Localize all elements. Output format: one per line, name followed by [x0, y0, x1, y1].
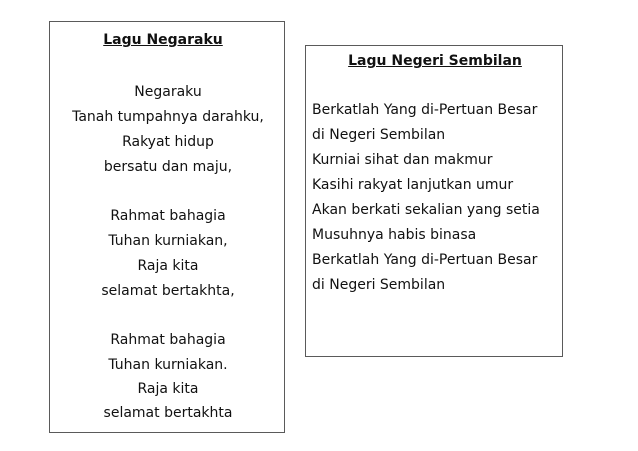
- negaraku-title: Lagu Negaraku: [103, 32, 223, 48]
- negaraku-line: selamat bertakhta,: [101, 283, 235, 299]
- negaraku-line: Negaraku: [134, 84, 202, 100]
- negeri-sembilan-line: Berkatlah Yang di-Pertuan Besar: [312, 102, 538, 118]
- anthem-box-negaraku: [49, 21, 285, 433]
- negaraku-line: bersatu dan maju,: [103, 159, 233, 175]
- negaraku-line: Rakyat hidup: [122, 134, 214, 150]
- negeri-sembilan-line: di Negeri Sembilan: [312, 277, 446, 293]
- negaraku-line: Tuhan kurniakan,: [108, 233, 228, 249]
- negeri-sembilan-title: Lagu Negeri Sembilan: [348, 53, 522, 69]
- negaraku-line: selamat bertakhta: [103, 405, 233, 421]
- negaraku-line: Rahmat bahagia: [110, 332, 226, 348]
- negeri-sembilan-line: Kurniai sihat dan makmur: [312, 152, 493, 168]
- negeri-sembilan-line: Akan berkati sekalian yang setia: [312, 202, 540, 218]
- negeri-sembilan-line: Kasihi rakyat lanjutkan umur: [312, 177, 514, 193]
- negeri-sembilan-line: Musuhnya habis binasa: [312, 227, 477, 243]
- negeri-sembilan-line: Berkatlah Yang di-Pertuan Besar: [312, 252, 538, 268]
- negaraku-line: Rahmat bahagia: [110, 208, 226, 224]
- negaraku-line: Raja kita: [137, 258, 199, 274]
- negaraku-line: Raja kita: [137, 381, 199, 397]
- negaraku-line: Tanah tumpahnya darahku,: [72, 109, 264, 125]
- negaraku-line: Tuhan kurniakan.: [108, 357, 228, 373]
- anthem-box-negeri-sembilan: [305, 45, 563, 357]
- negeri-sembilan-line: di Negeri Sembilan: [312, 127, 446, 143]
